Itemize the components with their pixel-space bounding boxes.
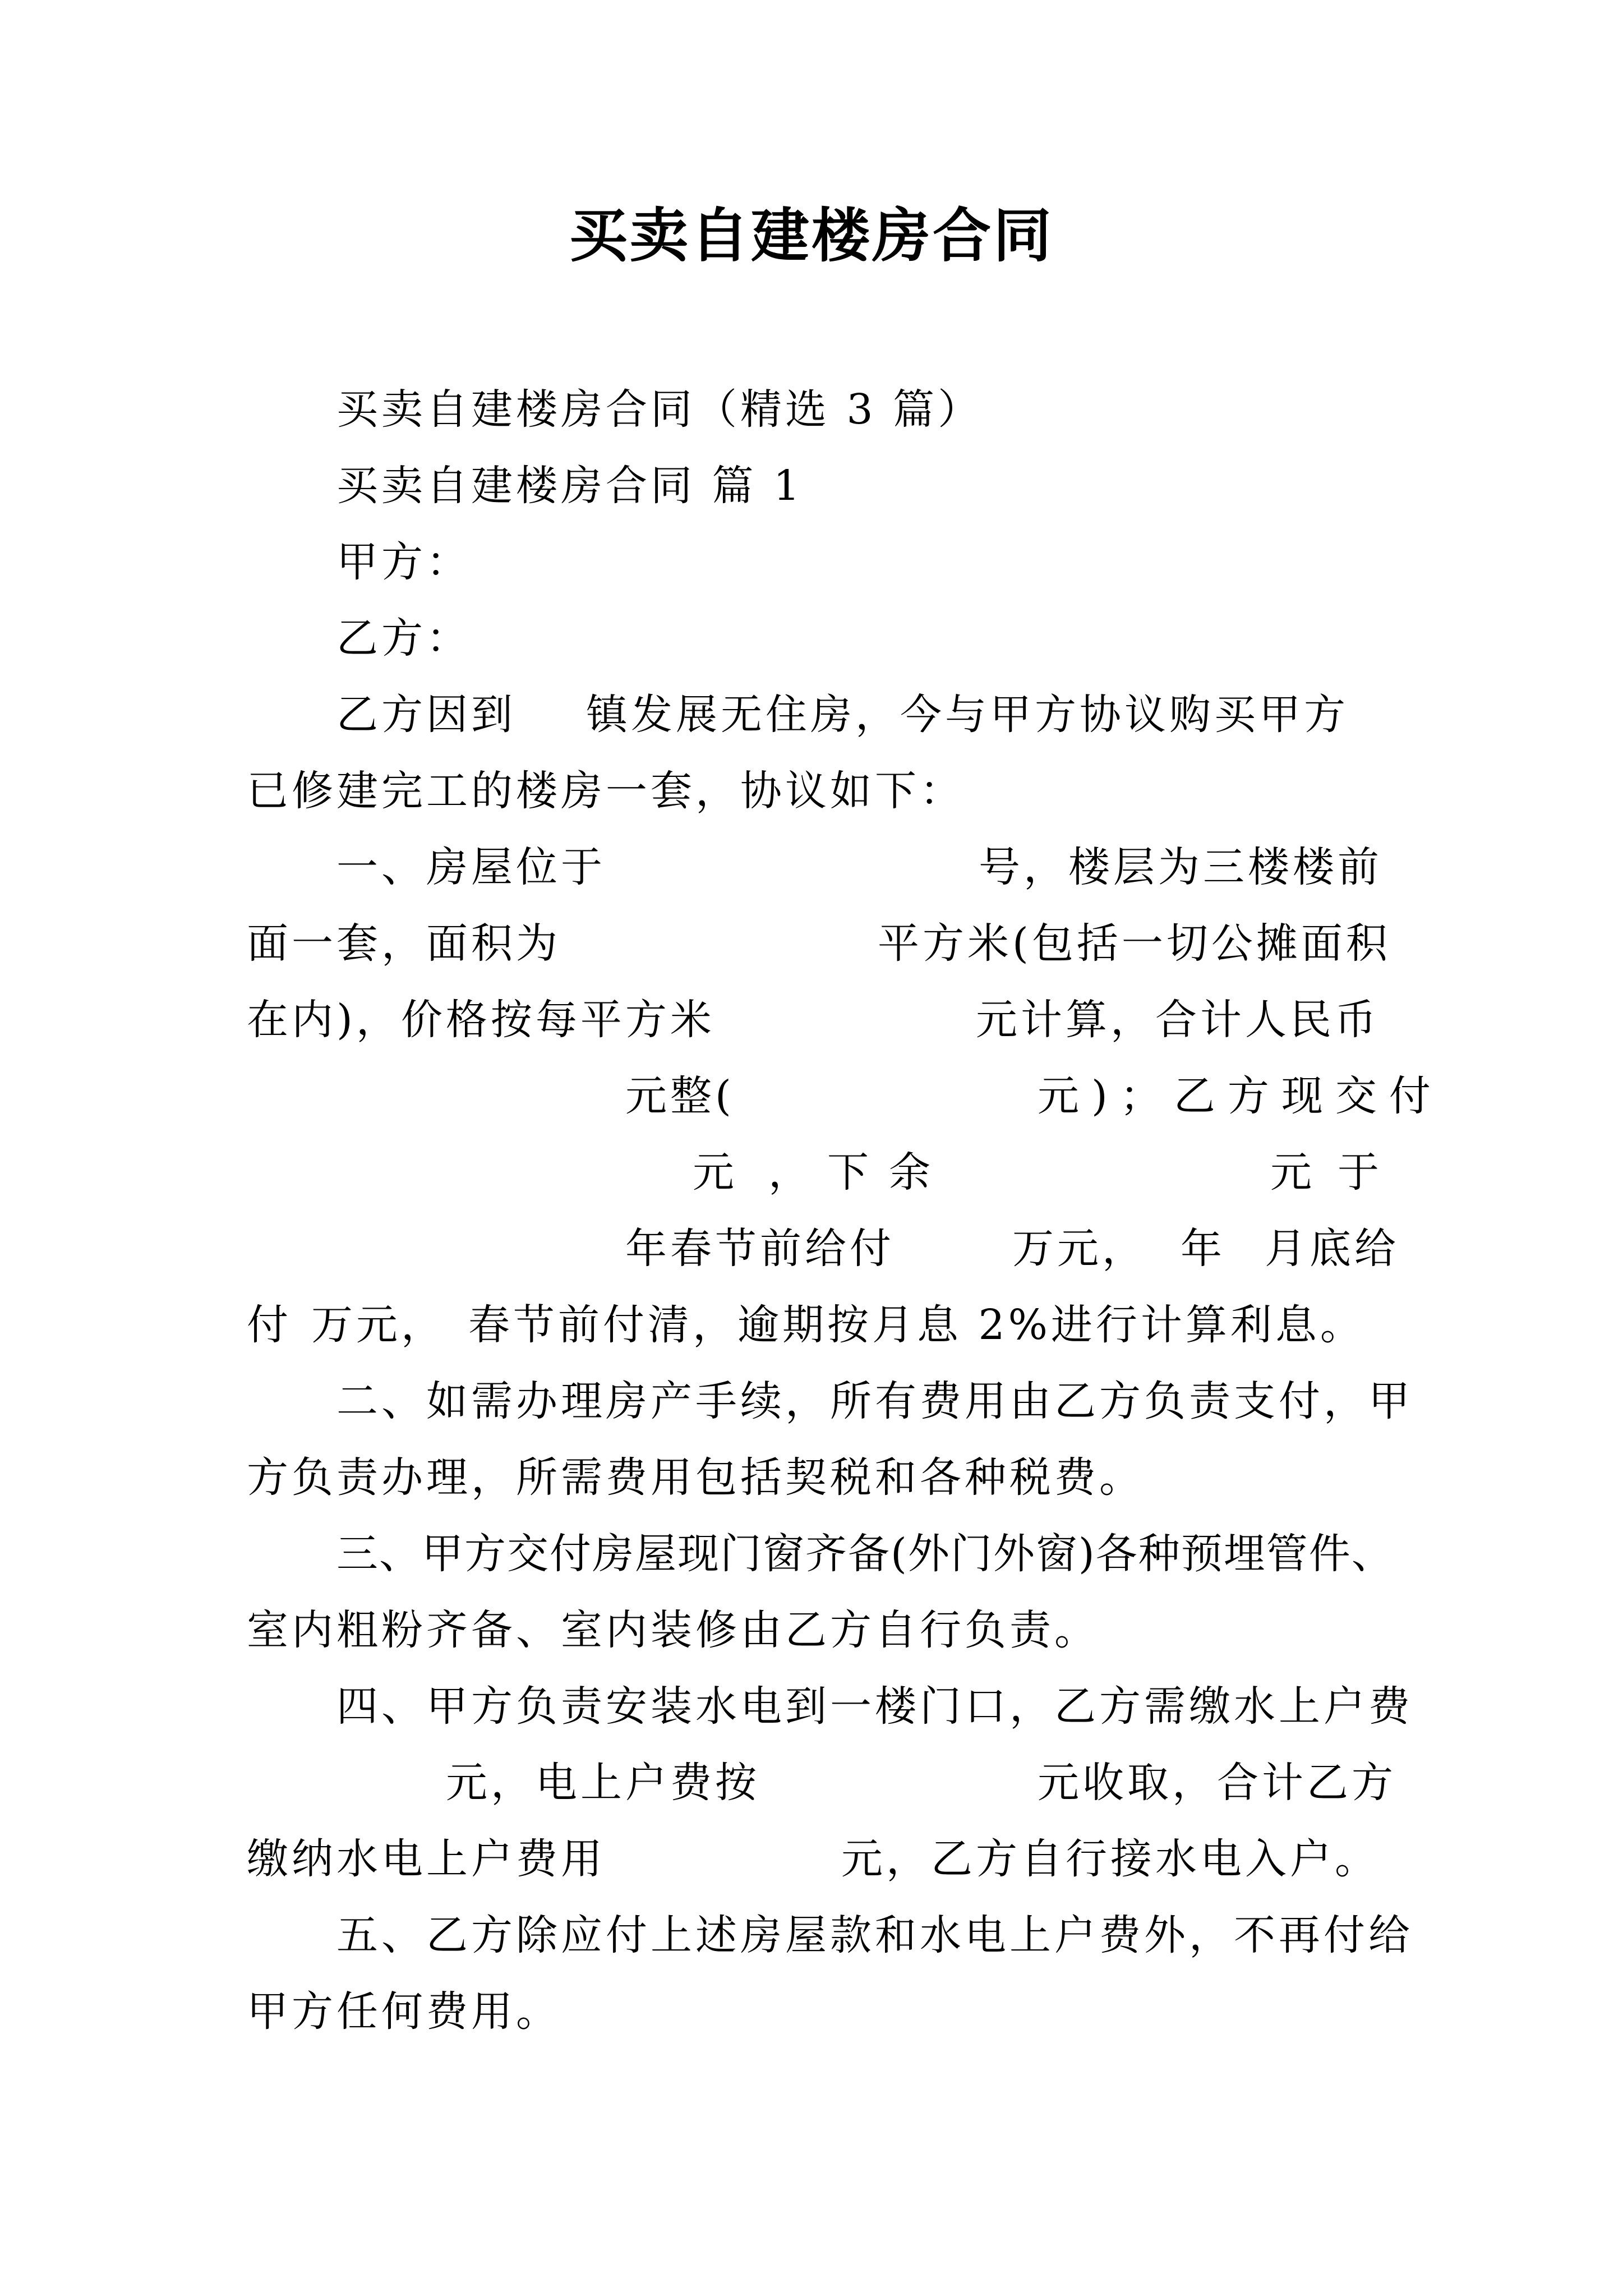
clause-text: 元整(	[625, 1072, 735, 1120]
intro-line-1	[0, 687, 1623, 743]
clause5-line-2: 甲方任何费用。	[247, 1987, 561, 2036]
clause-text: 万元，	[1012, 1225, 1147, 1273]
clause1-line-5	[0, 1144, 1623, 1200]
clause3-line-2: 室内粗粉齐备、室内装修由乙方自行负责。	[247, 1606, 1099, 1654]
clause-text: 在内)，价格按每平方米	[247, 996, 715, 1044]
clause-text: 平方米(包括一切公摊面积	[878, 919, 1391, 968]
section-heading: 买卖自建楼房合同 篇 1	[336, 462, 804, 510]
subtitle: 买卖自建楼房合同（精选 3 篇）	[336, 385, 983, 434]
clause1-line-7	[0, 1297, 1623, 1353]
clause-text: 于	[1338, 1148, 1382, 1197]
clause-text: 元计算，合计人民币	[976, 996, 1380, 1044]
party-a-label: 甲方：	[336, 538, 471, 586]
clause-text: 下	[827, 1148, 872, 1197]
clause-text: 年春节前给付	[625, 1225, 895, 1273]
clause-text: 面一套，面积为	[247, 919, 561, 968]
clause-text: 元，乙方自行接水电入户。	[841, 1835, 1380, 1883]
clause-text: 春节前付清，逾期按月息 2%进行计算利息。	[468, 1301, 1365, 1349]
clause-text: 付	[247, 1301, 292, 1349]
intro-line-2: 已修建完工的楼房一套，协议如下：	[247, 767, 965, 815]
clause1-line-2	[0, 915, 1623, 972]
clause4-line-2	[0, 1755, 1623, 1811]
clause2-line-1: 二、如需办理房产手续，所有费用由乙方负责支付，甲	[336, 1377, 1413, 1425]
clause-text: 元)；乙方现交付	[1038, 1072, 1443, 1120]
clause-text: 万元，	[311, 1301, 446, 1349]
clause5-line-1: 五、乙方除应付上述房屋款和水电上户费外，不再付给	[336, 1911, 1413, 1959]
clause1-line-1	[0, 839, 1623, 895]
clause-text: 元，电上户费按	[446, 1759, 760, 1807]
clause-text: 缴纳水电上户费用	[247, 1835, 606, 1883]
clause-text: 年	[1181, 1225, 1225, 1273]
clause1-line-6	[0, 1221, 1623, 1277]
clause3-line-1: 三、甲方交付房屋现门窗齐备(外门外窗)各种预埋管件、	[336, 1530, 1394, 1578]
clause-text: 余	[889, 1148, 934, 1197]
clause1-line-3	[0, 992, 1623, 1048]
document-title: 买卖自建楼房合同	[569, 201, 1054, 270]
clause-text: 元	[1270, 1148, 1315, 1197]
clause2-line-2: 方负责办理，所需费用包括契税和各种税费。	[247, 1453, 1144, 1502]
clause-text: ，	[768, 1148, 813, 1197]
intro-text: 镇发展无住房，今与甲方协议购买甲方	[586, 691, 1349, 739]
clause4-line-1: 四、甲方负责安装水电到一楼门口，乙方需缴水上户费	[336, 1682, 1413, 1731]
clause1-line-4	[0, 1068, 1623, 1124]
clause-text: 号，楼层为三楼楼前	[979, 843, 1382, 891]
clause-text: 一、房屋位于	[336, 843, 606, 891]
party-b-label: 乙方：	[336, 614, 471, 662]
clause-text: 元收取，合计乙方	[1038, 1759, 1396, 1807]
clause-text: 元	[693, 1148, 737, 1197]
clause-text: 月底给	[1265, 1225, 1399, 1273]
clause4-line-3	[0, 1831, 1623, 1887]
intro-text: 乙方因到	[336, 691, 516, 739]
